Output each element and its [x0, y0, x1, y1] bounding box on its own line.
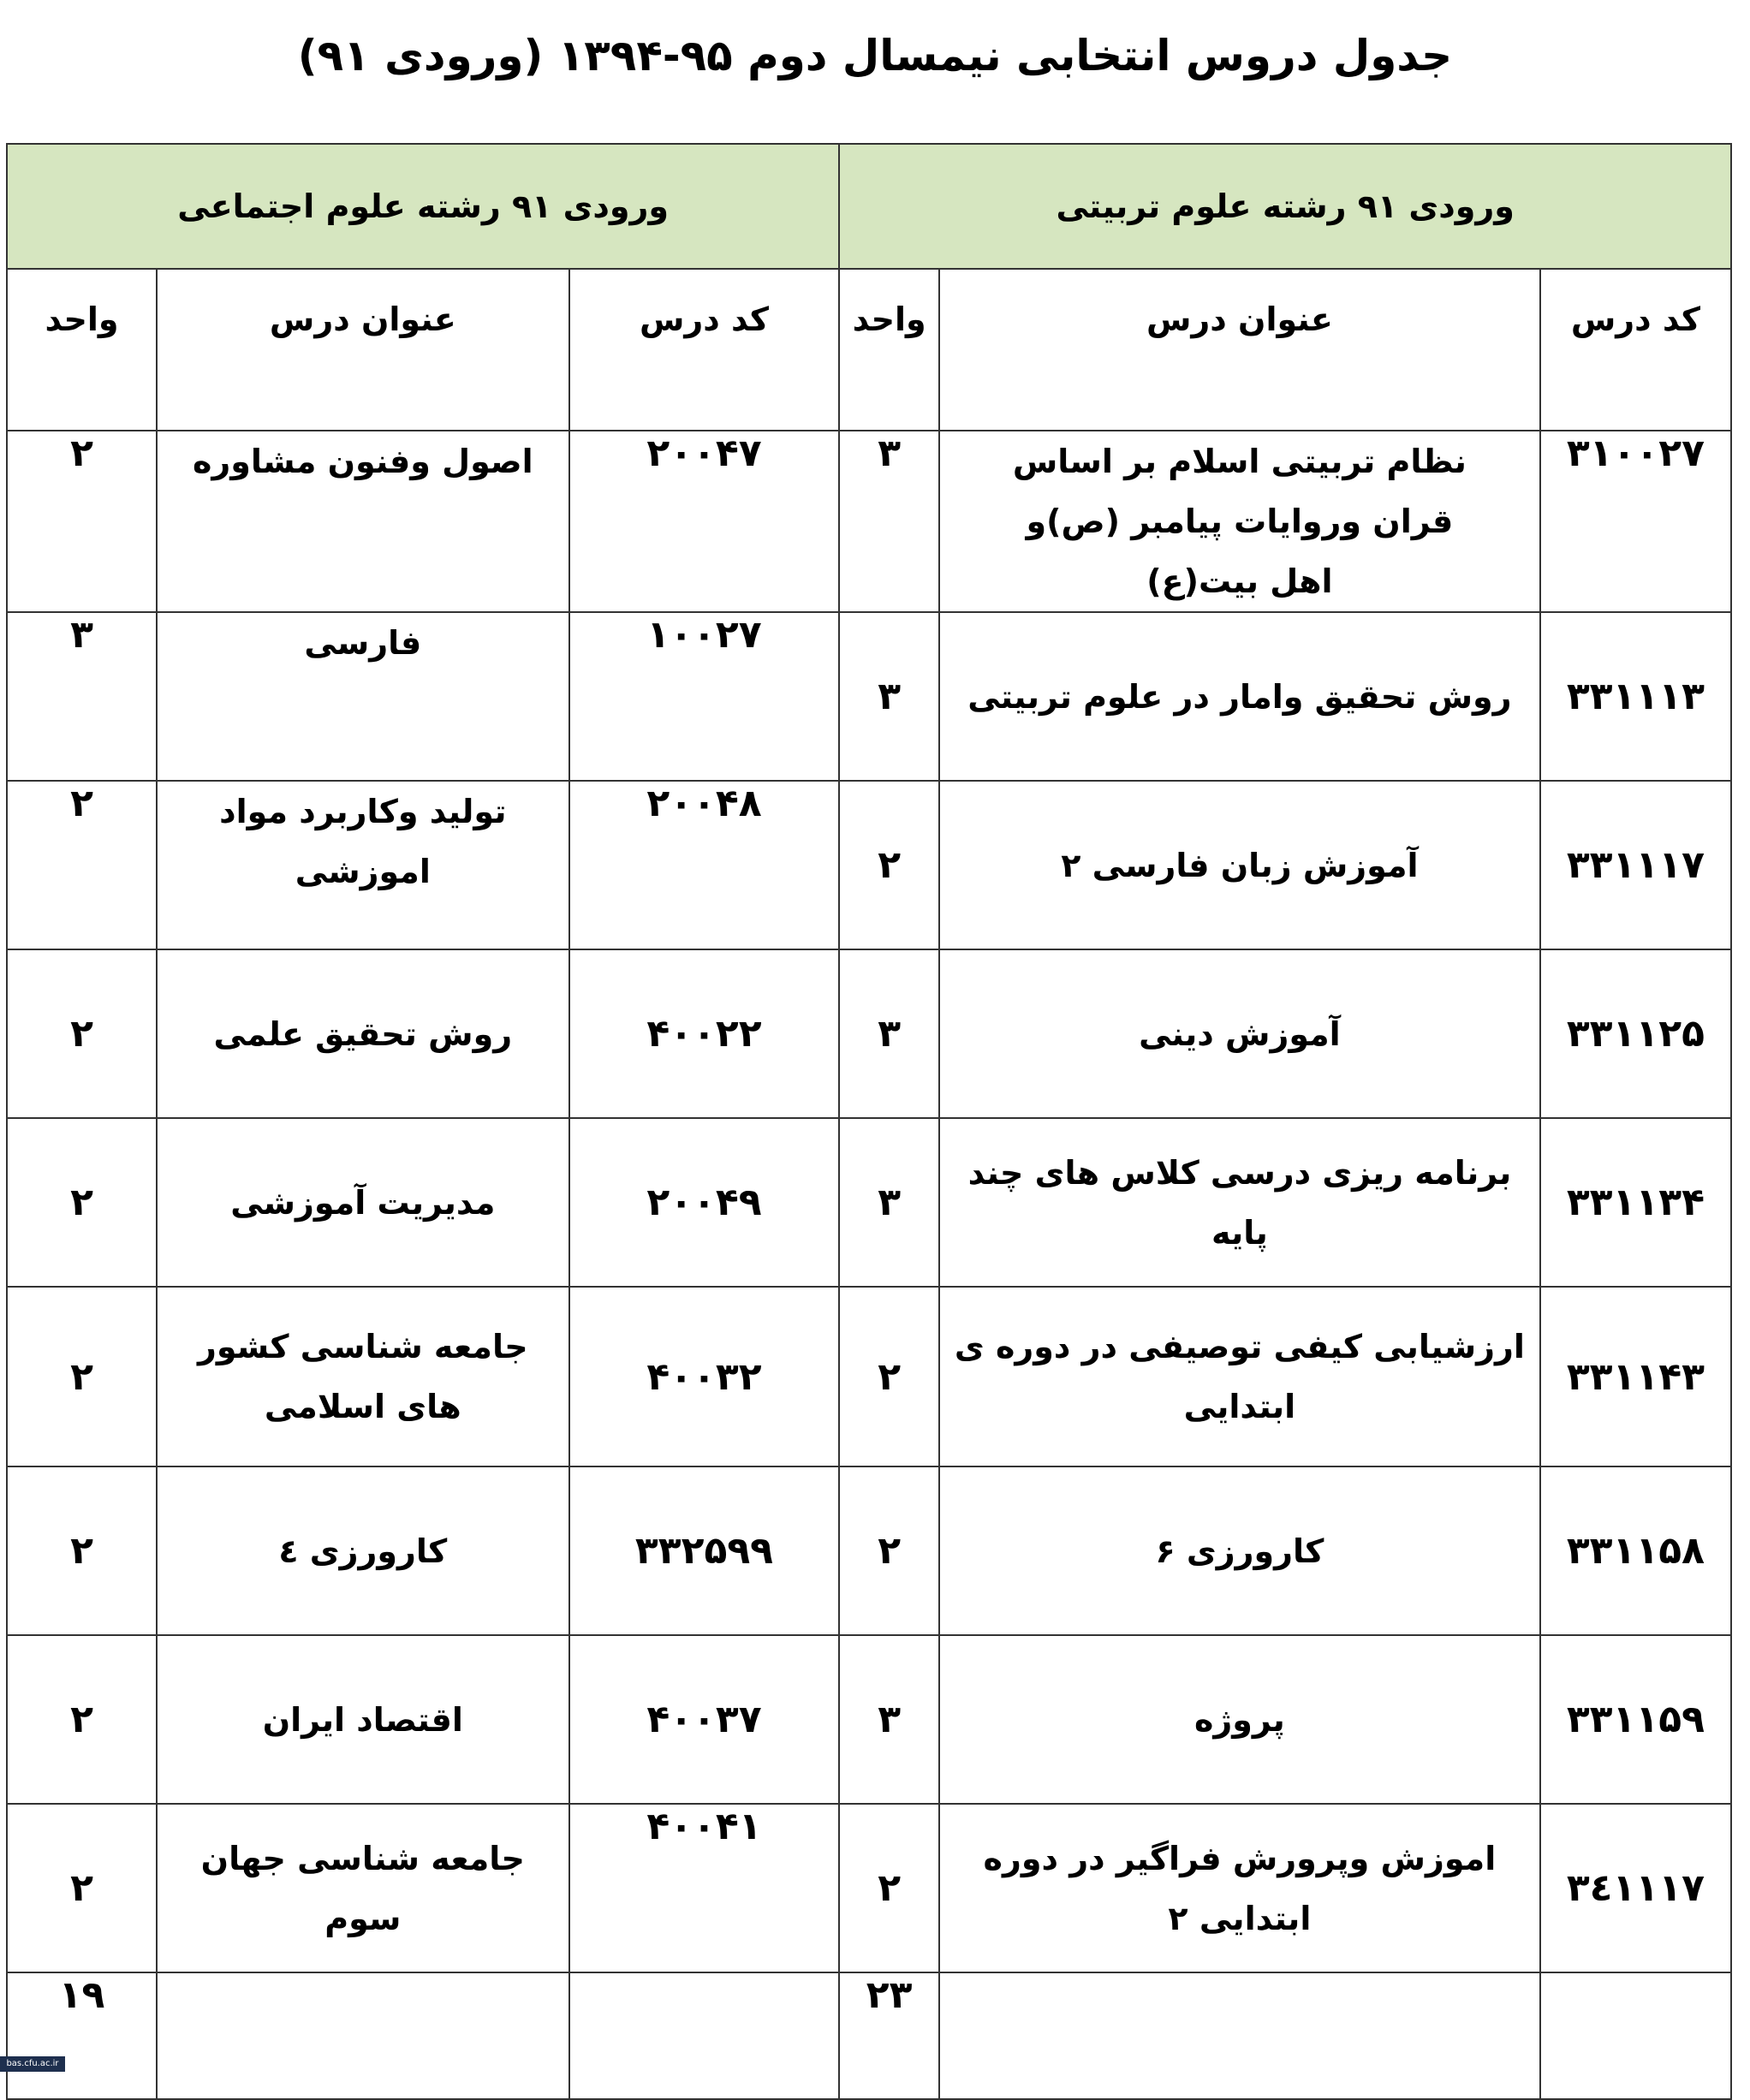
table-row	[7, 1804, 1731, 1972]
column-header-code: کد درس	[569, 269, 840, 431]
soc-course-title: جامعه شناسی کشور های اسلامی	[157, 1287, 569, 1466]
soc-course-title: جامعه شناسی جهان سوم	[157, 1804, 569, 1972]
soc-course-title: روش تحقیق علمی	[157, 949, 569, 1118]
table-row	[7, 1635, 1731, 1804]
soc-course-code: ۴۰۰۳۷	[569, 1635, 840, 1804]
edu-total-empty	[939, 1972, 1540, 2099]
site-logo: bas.cfu.ac.ir	[0, 2056, 65, 2072]
soc-course-units: ۲	[7, 1466, 157, 1635]
soc-course-code: ۲۰۰۴۸	[569, 781, 840, 949]
edu-course-title: برنامه ریزی درسی کلاس های چند پایه	[939, 1118, 1540, 1287]
edu-total-units: ۲۳	[839, 1972, 939, 2099]
edu-course-units: ۳	[839, 1635, 939, 1804]
column-header-title: عنوان درس	[157, 269, 569, 431]
totals-row	[7, 1972, 1731, 2099]
edu-course-units: ۲	[839, 1466, 939, 1635]
edu-course-code: ۳۳۱۱۵۹	[1540, 1635, 1731, 1804]
edu-course-title: اموزش وپرورش فراگیر در دوره ابتدایی ۲	[939, 1804, 1540, 1972]
column-header-units: واحد	[839, 269, 939, 431]
table-row	[7, 1118, 1731, 1287]
soc-total-empty	[569, 1972, 840, 2099]
table-row	[7, 612, 1731, 781]
edu-course-units: ۲	[839, 1287, 939, 1466]
soc-course-title: اصول وفنون مشاوره	[157, 431, 569, 612]
soc-course-title: مدیریت آموزشی	[157, 1118, 569, 1287]
table-row	[7, 949, 1731, 1118]
table-row	[7, 1466, 1731, 1635]
soc-course-title: اقتصاد ایران	[157, 1635, 569, 1804]
soc-course-title: فارسی	[157, 612, 569, 781]
soc-course-units: ۲	[7, 949, 157, 1118]
edu-course-title: پروژه	[939, 1635, 1540, 1804]
edu-course-title: ارزشیابی کیفی توصیفی در دوره ی ابتدایی	[939, 1287, 1540, 1466]
edu-course-title: کارورزی ۶	[939, 1466, 1540, 1635]
edu-course-code: ۳٤۱۱۱۷	[1540, 1804, 1731, 1972]
edu-course-code: ۳۳۱۱۲۵	[1540, 949, 1731, 1118]
edu-course-code: ۳۱۰۰۲۷	[1540, 431, 1731, 612]
group-header-social: ورودی ۹۱ رشته علوم اجتماعی	[7, 144, 839, 269]
edu-course-title: نظام تربیتی اسلام بر اساس قران وروایات پیامبر (ص)و اهل بیت(ع)	[939, 431, 1540, 612]
edu-course-units: ۳	[839, 1118, 939, 1287]
soc-course-units: ۲	[7, 1635, 157, 1804]
soc-course-units: ۲	[7, 781, 157, 949]
table-row	[7, 431, 1731, 612]
edu-course-code: ۳۳۱۱۱۷	[1540, 781, 1731, 949]
edu-course-units: ۳	[839, 431, 939, 612]
soc-course-code: ۴۰۰۴۱	[569, 1804, 840, 1972]
column-header-title: عنوان درس	[939, 269, 1540, 431]
page-title: جدول دروس انتخابی نیمسال دوم ۹۵-۱۳۹۴ (ورودی ۹۱)	[297, 31, 1453, 80]
group-header-row	[7, 144, 1731, 269]
soc-course-code: ۳۳۲۵۹۹	[569, 1466, 840, 1635]
soc-course-code: ۲۰۰۴۹	[569, 1118, 840, 1287]
soc-course-code: ۴۰۰۳۲	[569, 1287, 840, 1466]
soc-course-units: ۲	[7, 431, 157, 612]
edu-course-title: روش تحقیق وامار در علوم تربیتی	[939, 612, 1540, 781]
edu-course-title: آموزش زبان فارسی ۲	[939, 781, 1540, 949]
soc-course-units: ۳	[7, 612, 157, 781]
soc-course-units: ۲	[7, 1287, 157, 1466]
soc-course-title: تولید وکاربرد مواد اموزشی	[157, 781, 569, 949]
soc-course-title: کارورزی ٤	[157, 1466, 569, 1635]
table-row	[7, 781, 1731, 949]
soc-course-code: ۴۰۰۲۲	[569, 949, 840, 1118]
column-header-row	[7, 269, 1731, 431]
group-header-educational: ورودی ۹۱ رشته علوم تربیتی	[839, 144, 1731, 269]
soc-total-empty	[157, 1972, 569, 2099]
edu-course-units: ۳	[839, 949, 939, 1118]
edu-course-units: ۲	[839, 781, 939, 949]
soc-course-units: ۲	[7, 1804, 157, 1972]
edu-course-units: ۲	[839, 1804, 939, 1972]
soc-total-units: ۱۹	[7, 1972, 157, 2099]
edu-course-code: ۳۳۱۱۵۸	[1540, 1466, 1731, 1635]
edu-course-code: ۳۳۱۱۱۳	[1540, 612, 1731, 781]
edu-course-code: ۳۳۱۱۳۴	[1540, 1118, 1731, 1287]
soc-course-code: ۲۰۰۴۷	[569, 431, 840, 612]
soc-course-units: ۲	[7, 1118, 157, 1287]
edu-course-units: ۳	[839, 612, 939, 781]
edu-course-code: ۳۳۱۱۴۳	[1540, 1287, 1731, 1466]
edu-course-title: آموزش دینی	[939, 949, 1540, 1118]
column-header-units: واحد	[7, 269, 157, 431]
column-header-code: کد درس	[1540, 269, 1731, 431]
table-row	[7, 1287, 1731, 1466]
soc-course-code: ۱۰۰۲۷	[569, 612, 840, 781]
edu-total-empty	[1540, 1972, 1731, 2099]
courses-table	[6, 143, 1732, 2100]
